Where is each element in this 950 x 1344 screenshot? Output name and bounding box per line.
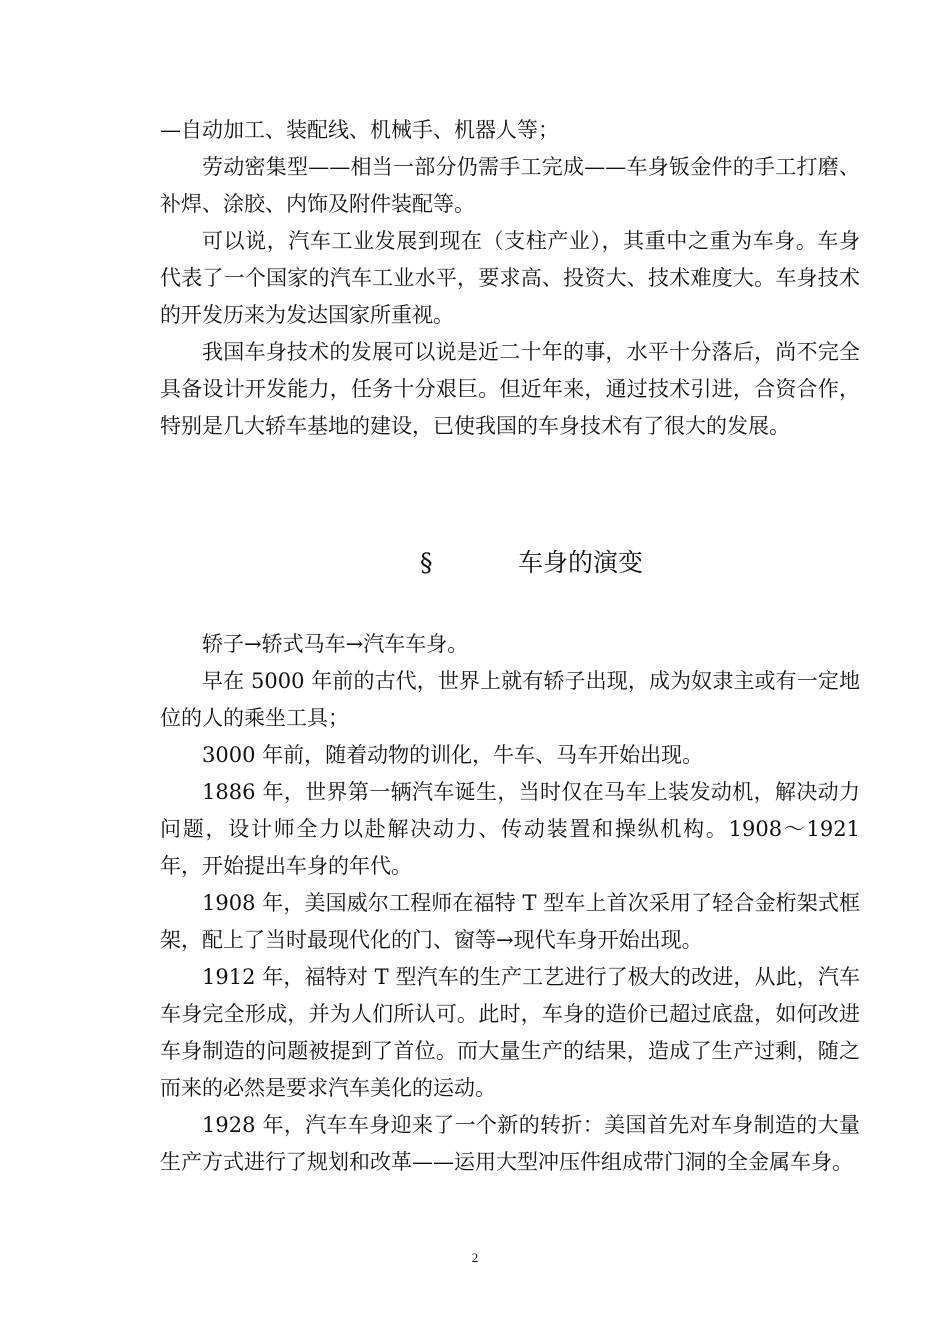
paragraph-china-development: 我国车身技术的发展可以说是近二十年的事，水平十分落后，尚不完全具备设计开发能力，任务十分艰巨。但近年来，通过技术引进，合资合作，特别是几大轿车基地的建设，已使我国的车身技术有了很大的发展。	[160, 340, 860, 438]
paragraph-3000-years: 3000 年前，随着动物的训化，牛车、马车开始出现。	[202, 743, 704, 767]
paragraph-1928: 1928 年，汽车车身迎来了一个新的转折：美国首先对车身制造的大量生产方式进行了规划和改革——运用大型冲压件组成带门洞的全金属车身。	[160, 1113, 860, 1174]
paragraph-1886: 1886 年，世界第一辆汽车诞生，当时仅在马车上装发动机，解决动力问题，设计师全力以赴解决动力、传动装置和操纵机构。1908～1921 年，开始提出车身的年代。	[160, 780, 860, 878]
paragraph-continuation: —自动加工、装配线、机械手、机器人等；	[160, 118, 559, 142]
section-title: 车身的演变	[518, 548, 644, 577]
paragraph-1912: 1912 年，福特对 T 型汽车的生产工艺进行了极大的改进，从此，汽车车身完全形成，并为人们所认可。此时，车身的造价已超过底盘，如何改进车身制造的问题被提到了首位。而大量生产的结果，造成了生产过剩，随之而来的必然是要求汽车美化的运动。	[160, 965, 860, 1100]
section-symbol: §	[420, 548, 433, 577]
paragraph-evolution-chain: 轿子→轿式马车→汽车车身。	[202, 632, 469, 656]
paragraph-1908: 1908 年，美国威尔工程师在福特 T 型车上首次采用了轻合金桁架式框架，配上了当时最现代化的门、窗等→现代车身开始出现。	[160, 891, 860, 952]
paragraph-labor-intensive: 劳动密集型——相当一部分仍需手工完成——车身钣金件的手工打磨、补焊、涂胶、内饰及附件装配等。	[160, 155, 860, 216]
section-heading	[0, 540, 950, 586]
section-text-block	[160, 626, 860, 1181]
paragraph-5000-years: 早在 5000 年前的古代，世界上就有轿子出现，成为奴隶主或有一定地位的人的乘坐工具；	[160, 669, 860, 730]
paragraph-body-importance: 可以说，汽车工业发展到现在（支柱产业），其重中之重为车身。车身代表了一个国家的汽车工业水平，要求高、投资大、技术难度大。车身技术的开发历来为发达国家所重视。	[160, 229, 860, 327]
intro-text-block	[160, 112, 860, 445]
page-number: 2	[471, 1250, 479, 1265]
